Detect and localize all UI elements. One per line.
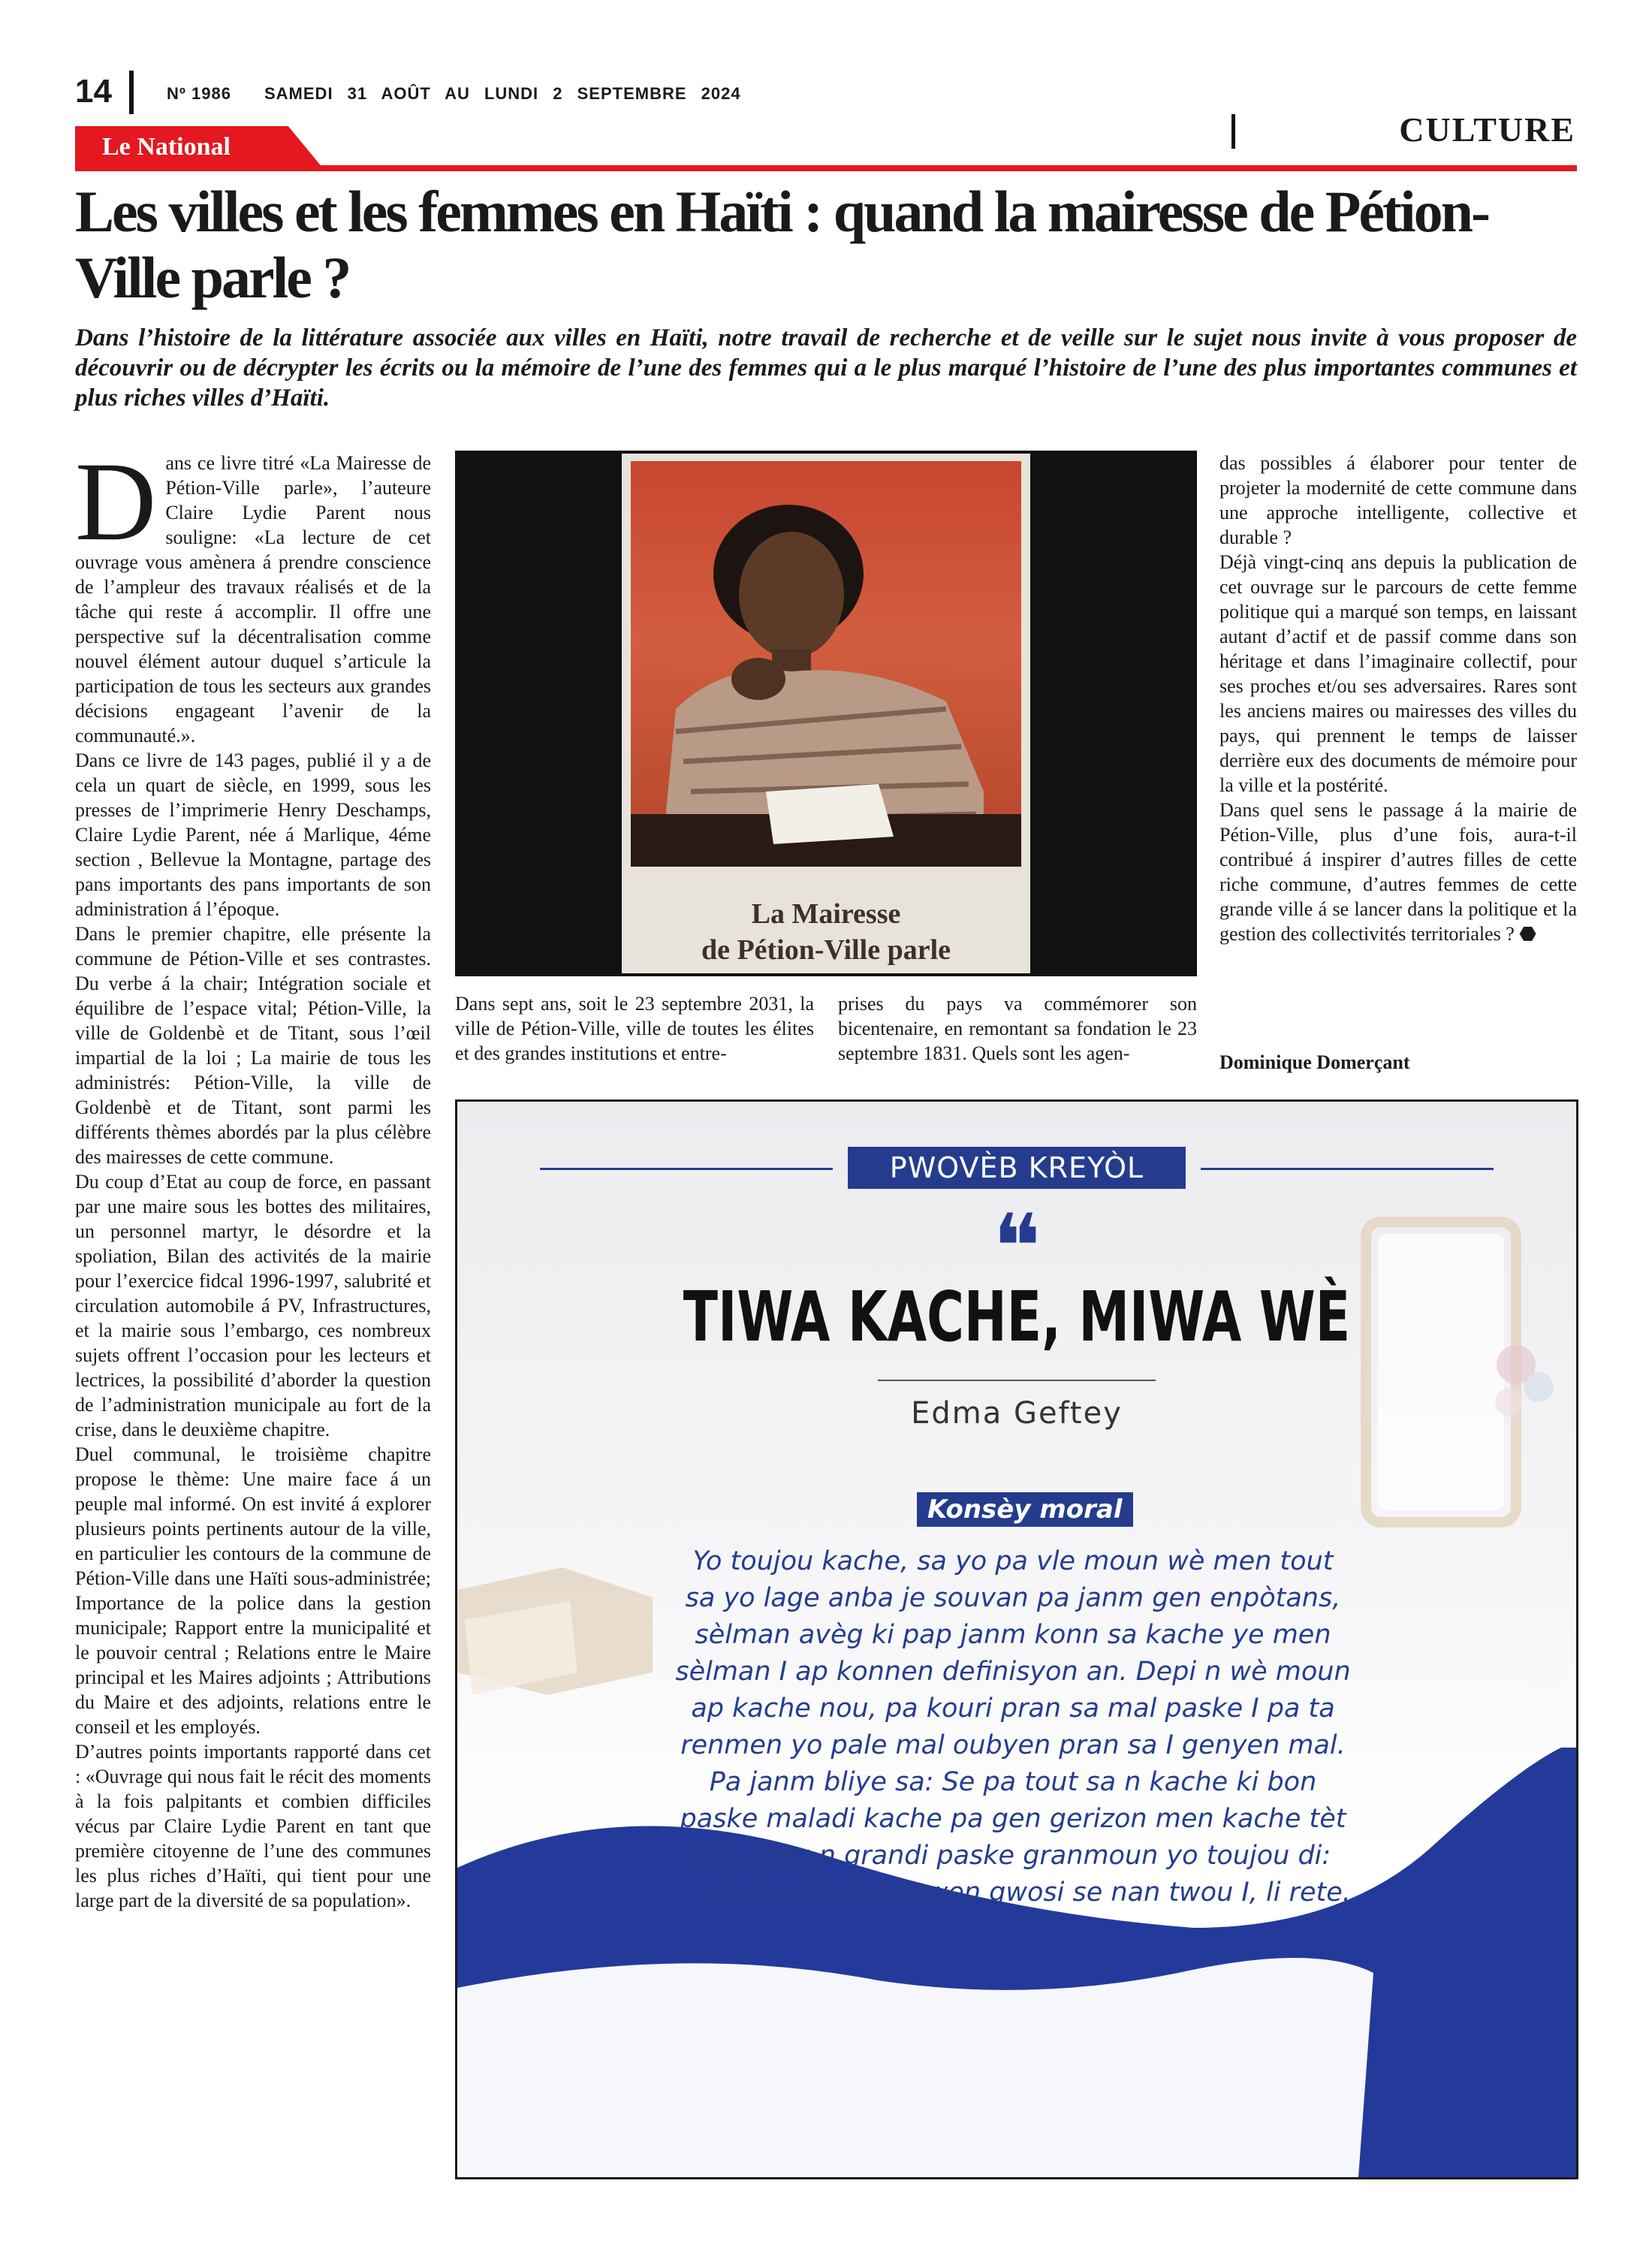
article-column-2: Dans sept ans, soit le 23 septembre 2031, la ville de Pétion-Ville, ville de toutes les élites et des grandes institutions et entre- [455,993,814,1064]
issue-date: SAMEDI 31 AOÛT AU LUNDI 2 SEPTEMBRE 2024 [264,84,741,103]
portrait-illustration [631,461,1021,867]
issue-number: Nº 1986 [167,84,231,103]
ad-body: Yo toujou kache, sa yo pa vle moun wè men tout sa yo lage anba je souvan pa janm gen enpòtans, sèlman avèg ki pap janm konn sa kache ye men sèlman I ap konnen definisyon an. Depi n wè moun ap kache nou, pa kouri pran sa mal paske I pa ta renmen yo pale mal oubyen pran sa I genyen mal. Pa janm bliye sa: Se pa tout sa n kache ki bon paske maladi kache pa gen gerizon men kache tèt nou, pou n grandi paske granmoun yo toujou di: << ti koulèv ki bezwen gwosi se nan twou I, li rete. [675,1546,1351,1908]
col3-paragraph: Déjà vingt-cinq ans depuis la publication de cet ouvrage sur le parcours de cette femme politique qui a marqué son temps, en laissant autant d’actif et de passif comme dans son héritage et dans l’imaginaire collectif, pour ses proches et/ou ses adversaires. Rares sont les anciens maires ou mairesses des villes du pays, qui prennent le temps de laisser derrière eux des documents de mémoire pour la ville et la postérité. [1219,551,1577,796]
article-lede: Dans l’histoire de la littérature associée aux villes en Haïti, notre travail de recherche et de veille sur le sujet nous invite à vous proposer de découvrir ou de décrypter les écrits ou la mémoire de l’une des femmes qui a le plus marqué l’histoire de l’une des plus importantes communes et plus riches villes d’Haïti. [75,324,1577,412]
col1-paragraph: Dans ce livre de 143 pages, publié il y a de cela un quart de siècle, en 1999, sous les presses de l’imprimerie Henry Deschamps, Claire Lydie Parent, née á Marlique, 4éme section , Bellevue la Montagne, partage des pans importants des pans importants de son administration á l’époque. [75,749,431,920]
kicker-line-left [540,1168,833,1170]
article-column-3: prises du pays va commémorer son bicentenaire, en remontant sa fondation le 23 septembre 1831. Quels sont les agen- [838,993,1197,1064]
col3-paragraph: das possibles á élaborer pour tenter de projeter la modernité de cette commune dans une approche intelligente, collective et durable ? [1219,452,1577,548]
book-cover [622,454,1030,973]
quote-icon: ❝ [992,1196,1042,1300]
ad-headline: TIWA KACHE, MIWA WÈ [683,1277,1351,1357]
col1-paragraph-text: ans ce livre titré «La Mairesse de Pétion-Ville parle», l’auteure Claire Lydie Parent nous souligne: «La lecture de cet ouvrage vous amènera á prendre conscience de l’ampleur des travaux réalisés et de la tâche qui reste á accomplir. Il offre une perspective suf la décentralisation comme nouvel élément autour duquel s’articule la participation de tous les secteurs aux grandes décisions engageant l’avenir de la communauté.». [75,452,431,746]
proverb-advertisement [455,1099,1578,2179]
headline-underline [878,1380,1156,1381]
ad-author: Edma Geftey [911,1396,1123,1431]
drop-cap: D [75,439,157,564]
cover-portrait [631,461,1021,867]
ad-kicker: PWOVÈB KREYÒL [848,1147,1186,1189]
book-cover-photo [455,451,1197,976]
cover-title-line-1: La Mairesse [751,898,901,930]
article-title: Les villes et les femmes en Haïti : quand la mairesse de Pétion-Ville parle ? [75,179,1488,310]
col1-paragraph: D’autres points importants rapporté dans cet : «Ouvrage qui nous fait le récit des moments à la fois palpitants et combien difficiles vécus par Claire Lydie Parent en tant que première citoyenne de l’une des communes les plus riches d’Haïti, qui tient pour une large part de la diversité de sa population». [75,1741,431,1911]
kicker-line-right [1201,1168,1494,1170]
col1-paragraph: Duel communal, le troisième chapitre propose le thème: Une maire face á un peuple mal informé. On est invité á explorer plusieurs points pertinents autour de la ville, en particulier les contours de la commune de Pétion-Ville dans une Haïti sous-administrée; Importance de la police dans la gestion municipale; Rapport entre la municipalité et le pouvoir central ; Relations entre le Maire principal et les Maires adjoints ; Attributions du Maire et des adjoints, relations entre le conseil et les employés. [75,1443,431,1738]
brand-name: Le National [102,133,231,161]
col3-paragraph: Dans quel sens le passage á la mairie de Pétion-Ville, plus d’une fois, aura-t-il contribué á inspirer d’autres filles de cette riche commune, d’autres femmes de cette grande ville á se lancer dans la politique et la gestion des collectivités territoriales ? ⬣ [1219,799,1577,945]
header-rule [75,165,1577,171]
article-author: Dominique Domerçant [1219,1051,1410,1073]
section-label: CULTURE [1399,110,1575,149]
article-column-4 [1219,451,1577,946]
page-number: 14 [75,73,112,110]
col1-paragraph: Du coup d’Etat au coup de force, en passant par une maire sous les bottes des militaires, un personnel martyr, le désordre et la spoliation, Bilan des activités de la mairie pour l’exercice fidcal 1996-1997, salubrité et circulation automobile á PV, Infrastructures, et la mairie sous l’embargo, ces nombreux sujets offrent l’occasion pour les lecteurs et lectrices, la possibilité d’aborder la question de l’administration municipale au fort de la crise, dans le deuxième chapitre. [75,1171,431,1440]
col1-paragraph: Dans le premier chapitre, elle présente la commune de Pétion-Ville et ses contrastes. Du verbe á la chair; Intégration sociale et équilibre de l’espace vital; Pétion-Ville, la ville de Goldenbè et de Titant, sous l’œil impartial de la loi ; La mairie de tous les administrés: Pétion-Ville, la ville de Goldenbè et de Titant, sont parmi les différents thèmes abordés par la plus célèbre des mairesses de cette commune. [75,923,431,1168]
page-number-divider [129,71,134,114]
cover-title-line-2: de Pétion-Ville parle [701,934,951,966]
col1-paragraph [75,439,431,748]
ad-badge: Konsèy moral [917,1492,1133,1527]
article-column-1 [75,439,431,1913]
section-divider [1231,114,1235,149]
